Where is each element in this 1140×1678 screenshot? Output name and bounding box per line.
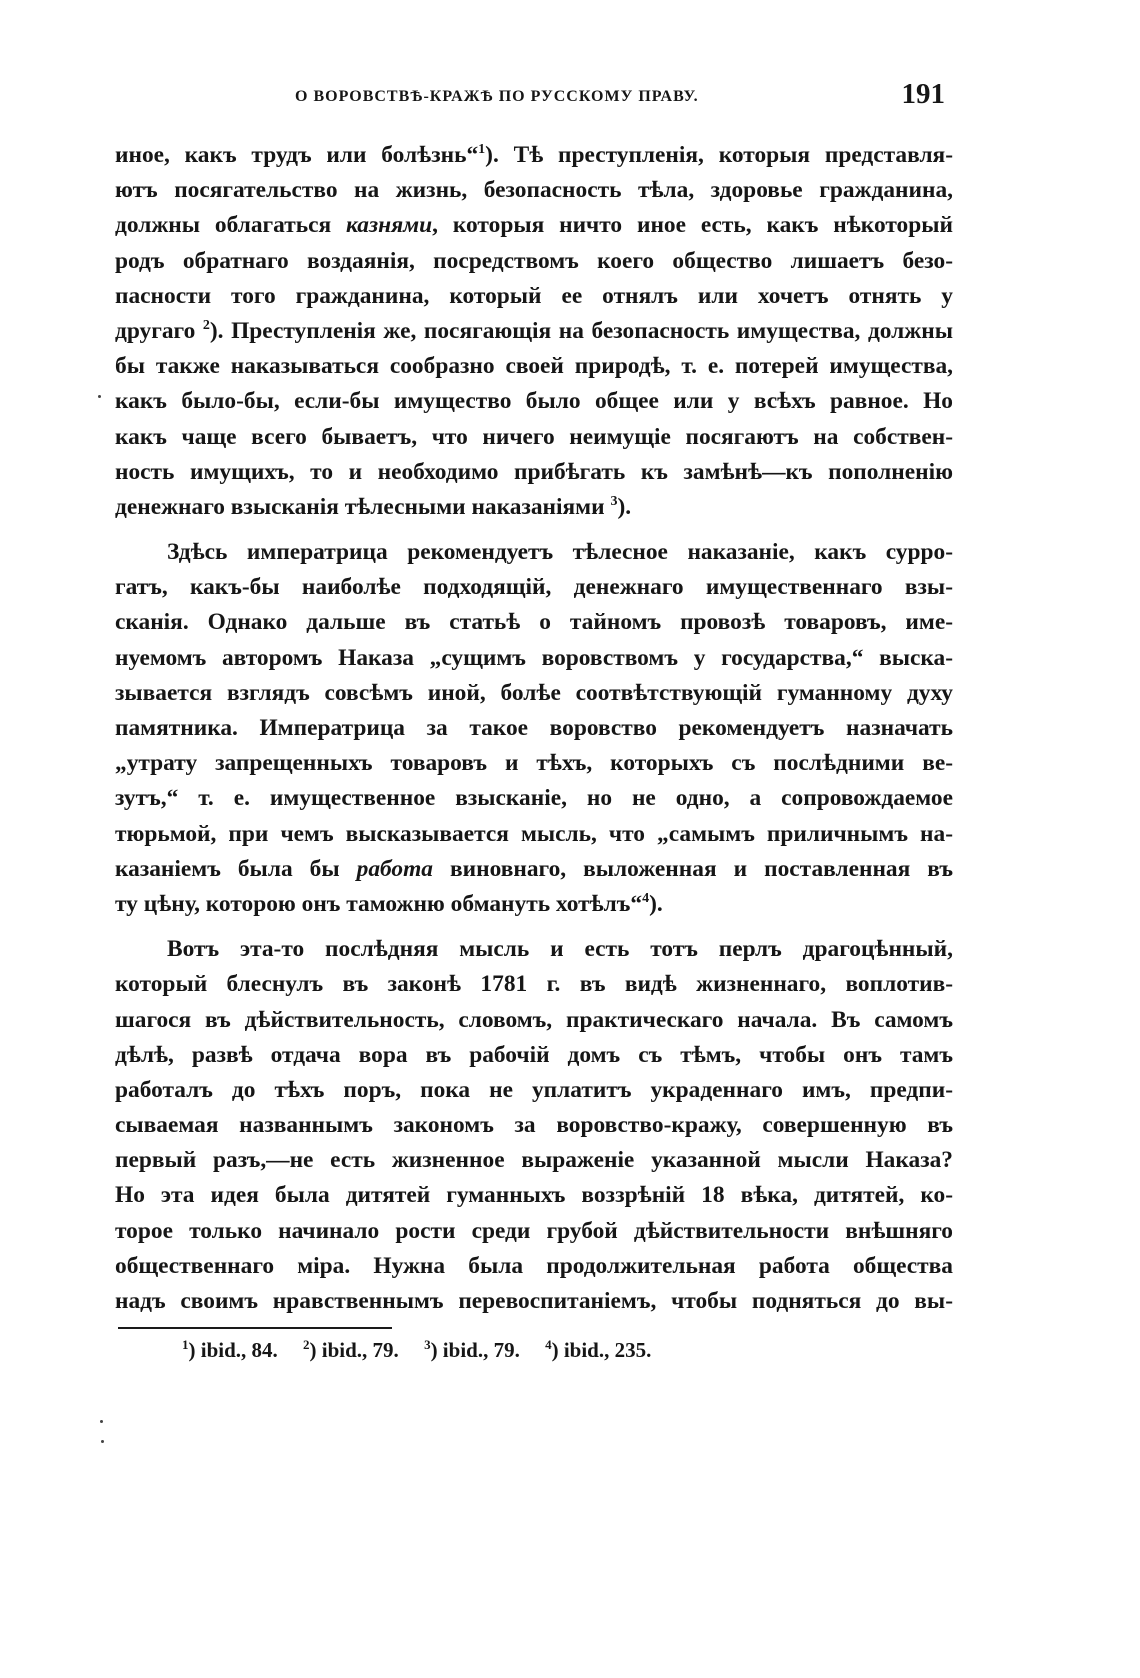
text-fragment: ). Преступленія же, посягающія на безопасность имущества, должны: [209, 317, 953, 344]
footnote-ref-2[interactable]: 2: [202, 317, 210, 333]
text-line: [115, 887, 953, 922]
running-title: О ВОРОВСТВѢ-КРАЖѢ ПО РУССКОМУ ПРАВУ.: [295, 88, 699, 105]
footnote-3: [424, 1338, 520, 1362]
footnote-mark: 1: [182, 1337, 189, 1352]
emphasis-rabota: работа: [356, 855, 433, 882]
text-fragment: ). Тѣ преступленія, которыя представля-: [485, 142, 954, 168]
page-header: [295, 78, 945, 118]
text-line: [115, 490, 953, 525]
text-line: общественнаго міра. Нужна была продолжительная работа общества: [115, 1252, 953, 1279]
text-line: ность имущихъ, то и необходимо прибѣгать къ замѣнѣ—къ пополненію: [115, 458, 953, 485]
text-line: торое только начинало рости среди грубой дѣйствительности внѣшняго: [115, 1217, 953, 1244]
footnote-2: [303, 1338, 399, 1362]
text-line: надъ своимъ нравственнымъ перевоспитаніемъ, чтобы подняться до вы-: [115, 1288, 953, 1314]
text-line: сканія. Однако дальше въ статьѣ о тайномъ провозѣ товаровъ, име-: [115, 609, 953, 636]
footnote-divider: [118, 1327, 392, 1329]
text-line: который блеснулъ въ законѣ 1781 г. въ видѣ жизненнаго, воплотив-: [115, 971, 953, 998]
scan-speck: [100, 1420, 103, 1423]
text-fragment: ).: [649, 890, 663, 917]
text-line: шагося въ дѣйствительность, словомъ, практическаго начала. Въ самомъ: [115, 1006, 953, 1033]
text-fragment: другаго: [115, 317, 203, 344]
footnote-mark: 4: [545, 1337, 552, 1352]
text-fragment: денежнаго взысканія тѣлесными наказаніями: [115, 493, 611, 520]
paragraph-gap: [115, 922, 953, 932]
text-line: дѣлѣ, развѣ отдача вора въ рабочій домъ съ тѣмъ, чтобы онъ тамъ: [115, 1041, 953, 1068]
footnote-text: ) ibid., 235.: [551, 1338, 652, 1362]
emphasis-kaznyami: казнями: [346, 212, 433, 239]
text-line: гатъ, какъ-бы наиболѣе подходящій, денежнаго имущественнаго взы-: [115, 574, 953, 601]
text-line: [115, 852, 953, 887]
scan-speck: [101, 1440, 104, 1443]
footnote-text: ) ibid., 84.: [188, 1338, 278, 1362]
text-fragment: ту цѣну, которою онъ таможню обмануть хотѣлъ: [115, 890, 631, 917]
text-line: [115, 208, 953, 243]
paragraph-gap: [115, 525, 953, 535]
footnote-ref-3[interactable]: 3: [610, 493, 618, 509]
closing-quote: “: [466, 142, 479, 168]
text-line: зутъ,“ т. е. имущественное взысканіе, но не одно, а сопровождаемое: [115, 785, 953, 812]
footnote-mark: 3: [424, 1337, 431, 1352]
text-fragment: должны облагаться: [115, 212, 346, 239]
footnotes: [182, 1338, 882, 1363]
text-line: [115, 314, 953, 349]
text-line: зывается взглядъ совсѣмъ иной, болѣе соотвѣтствующій гуманному духу: [115, 679, 953, 706]
text-line: работалъ до тѣхъ поръ, пока не уплатитъ украденнаго имъ, предпи-: [115, 1076, 953, 1103]
footnote-1: [182, 1338, 278, 1362]
text-line: Вотъ эта-то послѣдняя мысль и есть тотъ перлъ драгоцѣнный,: [167, 936, 953, 963]
text-line: какъ чаще всего бываетъ, что ничего неимущіе посягаютъ на собствен-: [115, 423, 953, 450]
text-fragment: казаніемъ была бы: [115, 855, 357, 882]
footnote-4: [545, 1338, 651, 1362]
text-fragment: ).: [617, 493, 632, 520]
text-line: тюрьмой, при чемъ высказывается мысль, что „самымъ приличнымъ на-: [115, 820, 953, 847]
text-fragment: иное, какъ трудъ или болѣзнь: [115, 142, 467, 168]
footnote-text: ) ibid., 79.: [309, 1338, 399, 1362]
text-fragment: , которыя ничто иное есть, какъ нѣкоторый: [432, 212, 953, 239]
text-line: Здѣсь императрица рекомендуетъ тѣлесное наказаніе, какъ сурро-: [167, 539, 953, 566]
text-line: „утрату запрещенныхъ товаровъ и тѣхъ, которыхъ съ послѣдними ве-: [115, 750, 953, 777]
text-line: сываемая названнымъ закономъ за воровство-кражу, совершенную въ: [115, 1112, 953, 1139]
closing-quote: “: [630, 890, 643, 917]
text-line: нуемомъ авторомъ Наказа „сущимъ воровствомъ у государства,“ выска-: [115, 644, 953, 671]
scan-speck: [98, 395, 101, 398]
text-line: ютъ посягательство на жизнь, безопасность тѣла, здоровье гражданина,: [115, 177, 953, 204]
text-line: первый разъ,—не есть жизненное выраженіе указанной мысли Наказа?: [115, 1147, 953, 1174]
text-line: бы также наказываться сообразно своей природѣ, т. е. потерей имущества,: [115, 353, 953, 380]
main-text: [115, 138, 953, 1319]
text-line: [115, 138, 953, 173]
footnote-ref-4[interactable]: 4: [642, 890, 650, 906]
text-fragment: виновнаго, выложенная и поставленная въ: [433, 855, 953, 882]
footnote-text: ) ibid., 79.: [430, 1338, 520, 1362]
text-line: родъ обратнаго воздаянія, посредствомъ коего общество лишаетъ безо-: [115, 247, 953, 274]
page-number: 191: [901, 78, 945, 110]
footnote-mark: 2: [303, 1337, 310, 1352]
footnote-ref-1[interactable]: 1: [478, 142, 486, 157]
text-line: Но эта идея была дитятей гуманныхъ воззрѣній 18 вѣка, дитятей, ко-: [115, 1182, 953, 1209]
text-line: памятника. Императрица за такое воровство рекомендуетъ назначать: [115, 715, 953, 741]
text-line: пасности того гражданина, который ее отнялъ или хочетъ отнять у: [115, 282, 953, 309]
text-line: какъ было-бы, если-бы имущество было общее или у всѣхъ равное. Но: [115, 388, 953, 415]
